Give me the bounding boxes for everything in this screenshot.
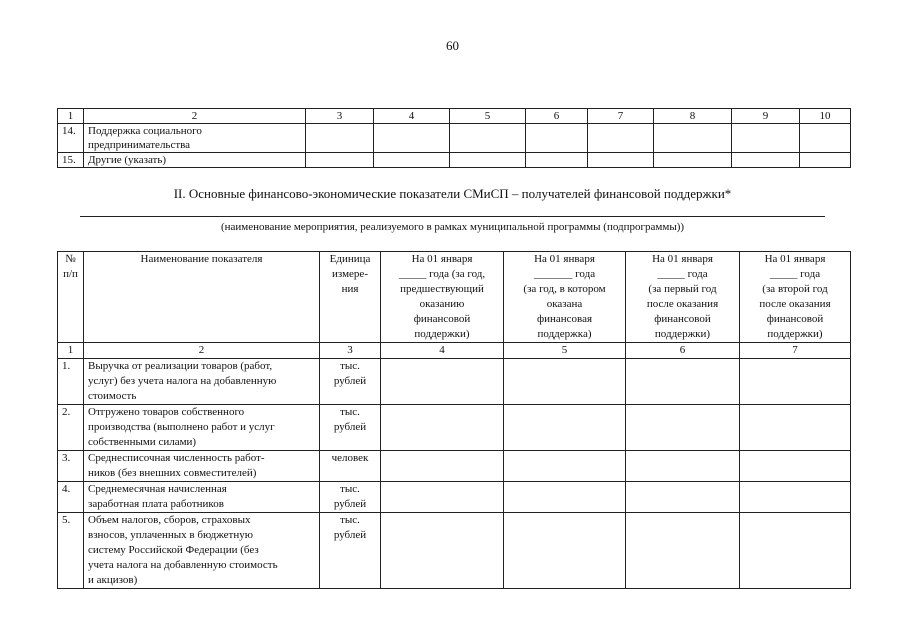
top-col-number: 4 [374, 109, 450, 124]
header-line: (за год, в котором [523, 283, 606, 295]
empty-cell [504, 451, 626, 482]
col-number: 5 [504, 343, 626, 359]
header-line: На 01 января [764, 253, 826, 265]
fill-in-line [80, 216, 825, 217]
empty-cell [381, 359, 504, 405]
row-name-line: собственными силами) [88, 436, 197, 448]
empty-cell [381, 513, 504, 589]
header-line: поддержка) [537, 328, 592, 340]
row-unit [320, 405, 381, 451]
header-line: измере- [332, 268, 368, 280]
header-cell-first-year-after [626, 252, 740, 343]
header-line: _____ года (за год, [398, 268, 486, 280]
empty-cell [374, 124, 450, 153]
col-number: 6 [626, 343, 740, 359]
empty-cell [732, 153, 800, 168]
header-line: _____ года [769, 268, 821, 280]
row-unit [320, 513, 381, 589]
empty-cell [740, 359, 851, 405]
empty-cell [740, 513, 851, 589]
row-name-line: систему Российской Федерации (без [88, 544, 259, 556]
row-name [84, 359, 320, 405]
top-table-number-row [58, 109, 851, 124]
row-number: 5. [58, 513, 84, 589]
header-line: На 01 января [411, 253, 473, 265]
row-name [84, 482, 320, 513]
row-unit-line: рублей [333, 529, 367, 541]
empty-cell [740, 482, 851, 513]
empty-cell [740, 405, 851, 451]
row-name-line: Выручка от реализации товаров (работ, [88, 360, 273, 372]
top-col-number: 3 [306, 109, 374, 124]
top-col-number: 1 [58, 109, 84, 124]
table-row [58, 513, 851, 589]
empty-cell [526, 124, 588, 153]
row-name-line: Поддержка социального [88, 125, 202, 137]
col-number: 1 [58, 343, 84, 359]
header-line: оказана [546, 298, 583, 310]
header-line: после оказания [646, 298, 719, 310]
empty-cell [654, 153, 732, 168]
top-col-number: 8 [654, 109, 732, 124]
row-name [84, 451, 320, 482]
empty-cell [381, 482, 504, 513]
header-cell-second-year-after [740, 252, 851, 343]
header-line: Единица [329, 253, 371, 265]
header-line: На 01 января [652, 253, 713, 265]
program-caption: (наименование мероприятия, реализуемого в рамках муниципальной программы (подпрограммы)) [220, 221, 685, 233]
row-unit-line: тыс. [340, 483, 360, 495]
row-unit-line: тыс. [340, 514, 360, 526]
table-header-row [58, 252, 851, 343]
header-line: финансовой [766, 313, 824, 325]
row-unit-line: рублей [333, 375, 367, 387]
header-cell-year-before [381, 252, 504, 343]
top-col-number: 2 [84, 109, 306, 124]
empty-cell [800, 153, 851, 168]
header-line: п/п [63, 268, 78, 280]
empty-cell [588, 124, 654, 153]
row-unit-line: рублей [333, 498, 367, 510]
empty-cell [450, 124, 526, 153]
header-line: поддержки) [767, 328, 823, 340]
header-line: (за первый год [648, 283, 717, 295]
row-name [84, 124, 306, 153]
header-cell-number [58, 252, 84, 343]
table-row [58, 405, 851, 451]
row-name [84, 405, 320, 451]
row-unit [320, 451, 381, 482]
table-row [58, 359, 851, 405]
col-number: 2 [84, 343, 320, 359]
header-line: финансовой [654, 313, 711, 325]
empty-cell [526, 153, 588, 168]
header-cell-unit [320, 252, 381, 343]
row-name-line: предпринимательства [88, 139, 191, 151]
empty-cell [626, 405, 740, 451]
header-line: поддержки) [414, 328, 470, 340]
empty-cell [588, 153, 654, 168]
row-unit-line: рублей [333, 421, 367, 433]
row-name-line: Отгружено товаров собственного [88, 406, 245, 418]
empty-cell [306, 153, 374, 168]
row-number: 2. [58, 405, 84, 451]
table-row [58, 153, 851, 168]
row-unit [320, 359, 381, 405]
header-line: ния [341, 283, 359, 295]
row-name-line: стоимость [88, 390, 137, 402]
table-row [58, 482, 851, 513]
row-unit-line: тыс. [340, 360, 360, 372]
row-name-line: и акцизов) [88, 574, 138, 586]
col-number: 7 [740, 343, 851, 359]
header-line: после оказания [759, 298, 831, 310]
indicators-table [57, 251, 851, 589]
row-number: 15. [58, 153, 84, 168]
empty-cell [450, 153, 526, 168]
header-line: оказанию [419, 298, 465, 310]
empty-cell [504, 359, 626, 405]
header-line: _______ года [533, 268, 596, 280]
empty-cell [306, 124, 374, 153]
empty-cell [626, 359, 740, 405]
row-name-line: производства (выполнено работ и услуг [88, 421, 275, 433]
table-row [58, 124, 851, 153]
row-number: 3. [58, 451, 84, 482]
empty-cell [732, 124, 800, 153]
row-name-line: Среднесписочная численность работ- [88, 452, 265, 464]
top-col-number: 10 [800, 109, 851, 124]
header-line: (за второй год [762, 283, 828, 295]
page-number: 60 [446, 38, 459, 53]
row-name-line: услуг) без учета налога на добавленную [88, 375, 277, 387]
top-col-number: 6 [526, 109, 588, 124]
row-name-line: Другие (указать) [88, 154, 167, 166]
header-cell-name [84, 252, 320, 343]
row-unit-line: тыс. [340, 406, 360, 418]
header-line: финансовая [536, 313, 593, 325]
header-line: № [65, 253, 76, 265]
col-number: 4 [381, 343, 504, 359]
empty-cell [504, 482, 626, 513]
top-table [57, 108, 851, 168]
top-col-number: 7 [588, 109, 654, 124]
table-row [58, 451, 851, 482]
header-line: Наименование показателя [140, 253, 263, 265]
empty-cell [374, 153, 450, 168]
col-number: 3 [320, 343, 381, 359]
section-title: II. Основные финансово-экономические показатели СМиСП – получателей финансовой поддержки* [173, 186, 732, 201]
empty-cell [381, 451, 504, 482]
row-name-line: заработная плата работников [88, 498, 224, 510]
row-name [84, 513, 320, 589]
header-line: На 01 января [534, 253, 595, 265]
header-line: финансовой [413, 313, 471, 325]
row-name [84, 153, 306, 168]
empty-cell [740, 451, 851, 482]
empty-cell [800, 124, 851, 153]
header-line: предшествующий [400, 283, 484, 295]
row-unit-line: человек [331, 452, 369, 464]
empty-cell [381, 405, 504, 451]
table-number-row [58, 343, 851, 359]
header-line: _____ года [657, 268, 708, 280]
top-col-number: 5 [450, 109, 526, 124]
row-unit [320, 482, 381, 513]
header-line: поддержки) [654, 328, 711, 340]
row-name-line: учета налога на добавленную стоимость [88, 559, 278, 571]
row-number: 4. [58, 482, 84, 513]
row-number: 14. [58, 124, 84, 153]
empty-cell [626, 451, 740, 482]
row-name-line: ников (без внешних совместителей) [88, 467, 257, 479]
empty-cell [504, 405, 626, 451]
row-number: 1. [58, 359, 84, 405]
empty-cell [654, 124, 732, 153]
row-name-line: Объем налогов, сборов, страховых [88, 514, 251, 526]
row-name-line: Среднемесячная начисленная [88, 483, 227, 495]
top-col-number: 9 [732, 109, 800, 124]
empty-cell [626, 482, 740, 513]
header-cell-support-year [504, 252, 626, 343]
empty-cell [504, 513, 626, 589]
empty-cell [626, 513, 740, 589]
row-name-line: взносов, уплаченных в бюджетную [88, 529, 253, 541]
